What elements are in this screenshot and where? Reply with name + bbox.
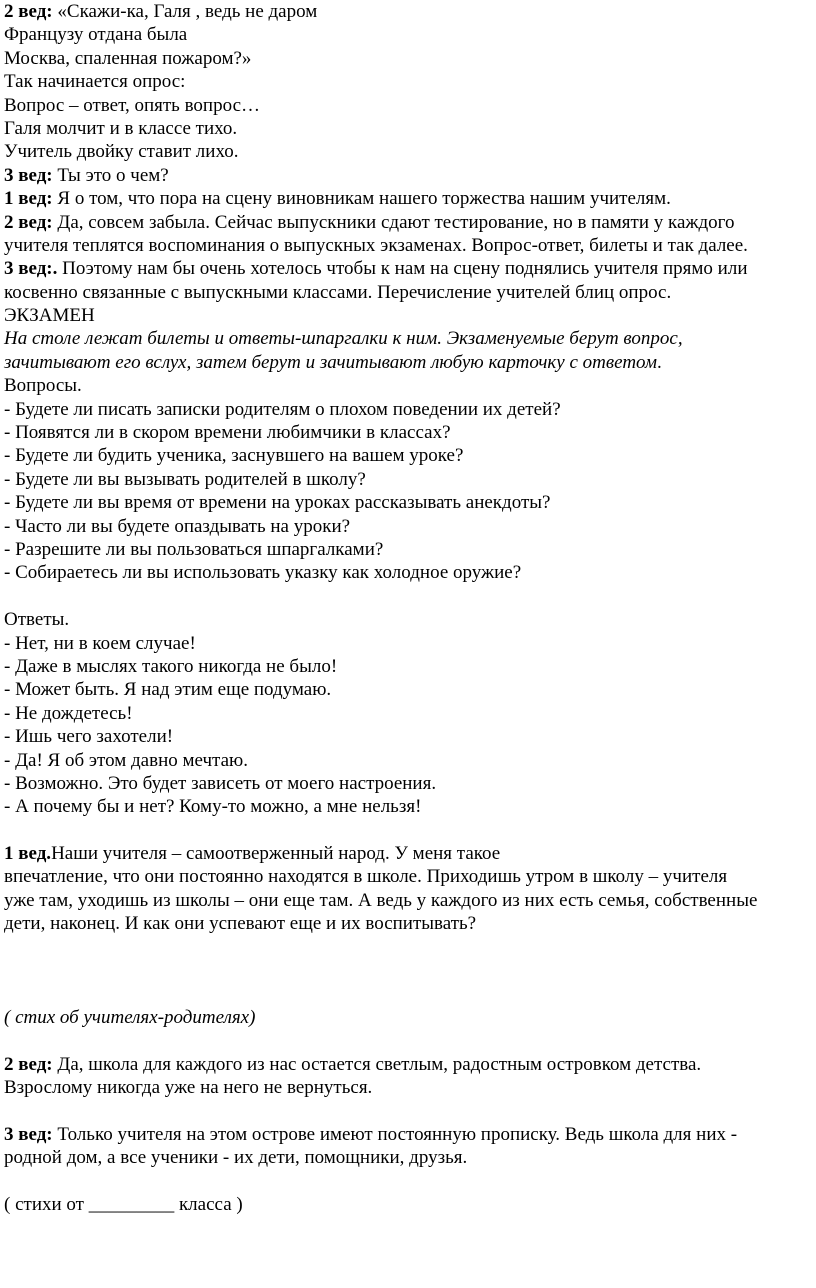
paragraph-line: дети, наконец. И как они успевают еще и их воспитывать?: [4, 913, 477, 935]
question-item: - Собираетесь ли вы использовать указку как холодное оружие?: [4, 562, 522, 584]
paragraph-line: впечатление, что они постоянно находятся в школе. Приходишь утром в школу – учителя: [4, 866, 728, 888]
paragraph-line: [4, 0, 812, 23]
paragraph-text: Только учителя на этом острове имеют постоянную прописку. Ведь школа для них -: [57, 1123, 738, 1145]
paragraph-line: [4, 164, 812, 187]
answer-item: - Нет, ни в коем случае!: [4, 632, 196, 654]
paragraph-text: Поэтому нам бы очень хотелось чтобы к нам на сцену поднялись учителя прямо или: [62, 258, 748, 280]
paragraph-line: уже там, уходишь из школы – они еще там. А ведь у каждого из них есть семья, собственные: [4, 889, 758, 911]
closing-note: ( стихи от _________ класса ): [4, 1193, 243, 1215]
paragraph-text: Ты это о чем?: [57, 164, 169, 186]
paragraph-line: [4, 1053, 812, 1076]
poem-line: Французу отдана была: [4, 24, 188, 46]
question-item: - Будете ли будить ученика, заснувшего на вашем уроке?: [4, 445, 464, 467]
paragraph-line: [4, 842, 812, 865]
answer-item: - Возможно. Это будет зависеть от моего настроения.: [4, 772, 437, 794]
speaker-label: 1 вед.: [4, 843, 52, 865]
poem-line: Учитель двойку ставит лихо.: [4, 141, 239, 163]
blank-line: [4, 585, 812, 608]
speaker-label: 3 вед:.: [4, 258, 58, 280]
answer-item: - А почему бы и нет? Кому-то можно, а мне нельзя!: [4, 796, 422, 818]
section-heading-exam: ЭКЗАМЕН: [4, 305, 95, 327]
answers-heading: Ответы.: [4, 609, 70, 631]
exam-instruction: [4, 351, 812, 374]
blank-line: [4, 1170, 812, 1193]
paragraph-text: Да, совсем забыла. Сейчас выпускники сдают тестирование, но в памяти у каждого: [57, 211, 735, 233]
blank-space: [4, 936, 812, 1006]
poem-line: Вопрос – ответ, опять вопрос…: [4, 94, 261, 116]
answer-item: - Ишь чего захотели!: [4, 726, 174, 748]
blank-line: [4, 819, 812, 842]
answer-item: - Может быть. Я над этим еще подумаю.: [4, 679, 332, 701]
speaker-label: 2 вед:: [4, 211, 53, 233]
blank-line: [4, 1029, 812, 1052]
paragraph-text: Наши учителя – самоотверженный народ. У меня такое: [51, 843, 501, 865]
paragraph-line: косвенно связанные с выпускными классами. Перечисление учителей блиц опрос.: [4, 281, 672, 303]
question-item: - Будете ли вы вызывать родителей в школу?: [4, 468, 366, 490]
paragraph-line: родной дом, а все ученики - их дети, помощники, друзья.: [4, 1147, 468, 1169]
answer-item: - Да! Я об этом давно мечтаю.: [4, 749, 248, 771]
speaker-label: 3 вед:: [4, 164, 53, 186]
question-item: - Появятся ли в скором времени любимчики в классах?: [4, 422, 451, 444]
poem-line: Так начинается опрос:: [4, 71, 186, 93]
poem-line: Галя молчит и в классе тихо.: [4, 117, 238, 139]
question-item: - Часто ли вы будете опаздывать на уроки?: [4, 515, 351, 537]
blank-line: [4, 1099, 812, 1122]
paragraph-text: Да, школа для каждого из нас остается светлым, радостным островком детства.: [57, 1053, 702, 1075]
paragraph-line: Взрослому никогда уже на него не вернуться.: [4, 1076, 373, 1098]
paragraph-line: учителя теплятся воспоминания о выпускных экзаменах. Вопрос-ответ, билеты и так далее.: [4, 234, 748, 256]
paragraph-line: [4, 187, 812, 210]
questions-heading: Вопросы.: [4, 375, 82, 397]
paragraph-line: [4, 257, 812, 280]
question-item: - Разрешите ли вы пользоваться шпаргалками?: [4, 538, 384, 560]
paragraph-text: Я о том, что пора на сцену виновникам нашего торжества нашим учителям.: [57, 188, 671, 210]
paragraph-line: [4, 1123, 812, 1146]
answer-item: - Даже в мыслях такого никогда не было!: [4, 655, 338, 677]
poem-line: «Скажи-ка, Галя , ведь не даром: [57, 1, 318, 22]
answer-item: - Не дождетесь!: [4, 702, 133, 724]
speaker-label: 2 вед:: [4, 1053, 53, 1075]
question-item: - Будете ли писать записки родителям о плохом поведении их детей?: [4, 398, 561, 420]
poem-line: Москва, спаленная пожаром?»: [4, 47, 252, 69]
document-page: [4, 0, 812, 1216]
exam-instruction-period: .: [656, 351, 662, 373]
exam-instruction: На столе лежат билеты и ответы-шпаргалки к ним. Экзаменуемые берут вопрос,: [4, 328, 683, 350]
exam-instruction-text: зачитывают его вслух, затем берут и зачитывают любую карточку с ответом: [4, 351, 657, 373]
poem-note: ( стих об учителях-родителях): [4, 1006, 256, 1028]
question-item: - Будете ли вы время от времени на уроках рассказывать анекдоты?: [4, 492, 551, 514]
speaker-label: 2 вед:: [4, 1, 53, 22]
paragraph-line: [4, 211, 812, 234]
speaker-label: 1 вед:: [4, 188, 53, 210]
speaker-label: 3 вед:: [4, 1123, 53, 1145]
